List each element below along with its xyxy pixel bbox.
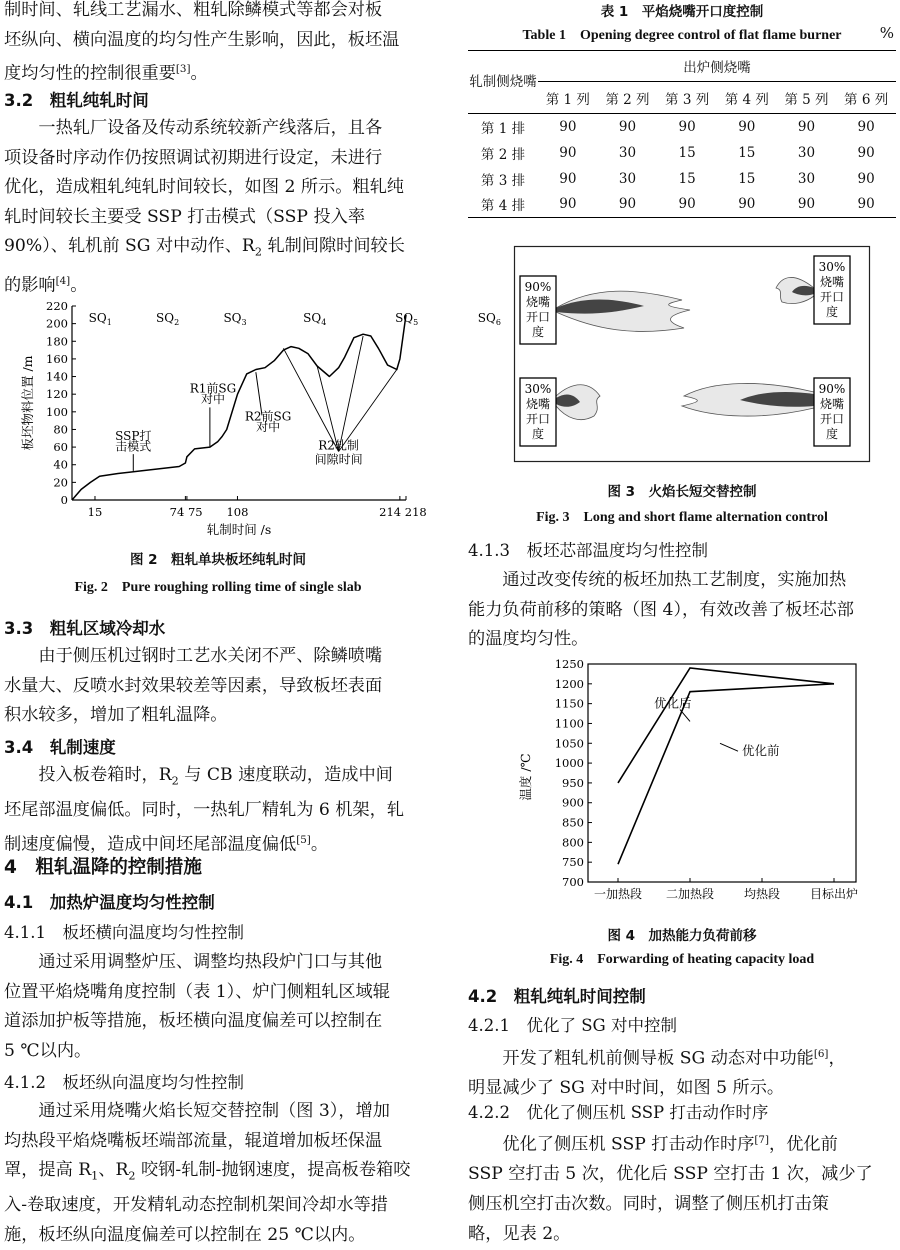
citation: [4] [55,275,71,288]
table-cell: 90 [618,196,637,213]
svg-text:烧嘴: 烧嘴 [525,295,551,309]
figure-4-chart [516,657,866,906]
series-label: 优化前 [742,743,780,759]
x-tick-label: 108 [226,505,249,519]
body-line: 位置平焰烧嘴角度控制（表 1）、炉门侧粗轧区域辊 [4,981,390,1002]
annotation-r2: 对中 [256,420,281,435]
label-leader [680,710,690,722]
y-tick-label: 100 [46,404,68,419]
y-tick-label: 850 [562,815,584,830]
x-tick-label: 15 [87,505,103,519]
body-line: 能力负荷前移的策略（图 4），有效改善了板坯芯部 [468,599,854,620]
annotation-r1: R1前SG [189,381,237,396]
y-tick-label: 220 [46,299,68,313]
body-line: 侧压机空打击次数。同时，调整了侧压机打击策 [468,1193,829,1214]
intro-paragraph [4,0,432,90]
body-line: 投入板卷箱时，$R_2$ 与 CB 速度联动，造成中间 [38,765,393,788]
table-1-caption-en-row [468,24,896,44]
table-cell: 90 [559,170,577,187]
box-bottom-left [520,378,556,446]
y-tick-label: 750 [562,855,584,870]
y-tick-label: 900 [562,795,584,810]
body-line: 制速度偏慢，造成中间坯尾部温度偏低[5]。 [4,833,329,855]
section-4-2-2-body [468,1126,896,1249]
stage-label: $SQ_6$ [477,311,501,327]
table-cell: 90 [678,118,696,135]
section-4-1-2-title: 4.1.2 板坯纵向温度均匀性控制 [4,1073,244,1092]
series-line [72,315,406,500]
table-cell: 15 [738,144,756,161]
y-tick-label: 40 [53,457,68,472]
section-4-2-1-title: 4.2.1 优化了 SG 对中控制 [468,1016,677,1035]
table-cell: 30 [618,170,637,187]
section-3-3-title: 3.3 粗轧区域冷却水 [4,619,166,638]
svg-text:90%: 90% [818,382,846,396]
x-tick-label: 74 75 [169,505,203,519]
citation: [5] [296,833,311,846]
y-tick-label: 700 [562,875,584,889]
stage-label: $SQ_3$ [223,311,247,327]
table-row-label: 第 4 排 [480,198,526,215]
body-line: 的温度均匀性。 [468,629,589,650]
annotation-ssp: 击模式 [115,439,152,454]
body-line: 开发了粗轧机前侧导板 SG 动态对中功能[6]， [502,1048,846,1069]
table-cell: 90 [738,118,756,135]
stage-label: $SQ_1$ [88,311,112,327]
y-tick-label: 950 [562,775,584,790]
section-3-3-body [4,642,432,731]
figure-2-chart [18,292,501,538]
svg-text:度: 度 [531,325,545,339]
table-cell: 90 [738,196,756,213]
body-line: 优化，造成粗轧纯轧时间较长，如图 2 所示。粗轧纯 [4,177,404,198]
table-cell: 90 [857,196,875,213]
annotation-gap: 间隙时间 [314,452,363,467]
section-4-2-1-body [468,1040,896,1104]
table-1 [468,50,896,218]
table-cell: 90 [797,118,816,135]
body-line: 施，板坯纵向温度偏差可以控制在 25 ℃以内。 [4,1224,366,1245]
plot-frame [588,664,856,882]
svg-text:30%: 30% [818,260,846,274]
svg-text:度: 度 [825,305,839,319]
figure-4-caption-en: Fig. 4 Forwarding of heating capacity load [549,952,815,967]
table-cell: 90 [797,196,816,213]
svg-text:开口: 开口 [525,412,551,426]
table-cell: 90 [857,118,875,135]
intro-line: 制时间、轧线工艺漏水、粗轧除鳞模式等都会对板 [4,0,383,20]
table-1-group-header: 出炉侧烧嘴 [538,51,896,82]
table-cell: 90 [857,170,875,187]
svg-text:开口: 开口 [819,290,845,304]
table-cell: 90 [857,144,875,161]
section-3-4-title: 3.4 轧制速度 [4,738,116,757]
table-cell: 15 [678,170,696,187]
x-tick-label: 214 218 [379,505,427,519]
y-tick-label: 1250 [554,657,584,671]
y-tick-label: 20 [53,475,68,490]
table-1-row-header: 轧制侧烧嘴 [468,51,538,114]
citation: [7] [754,1134,769,1146]
table-row-label: 第 3 排 [480,172,526,189]
svg-text:90%: 90% [524,280,552,294]
table-1-caption-cn: 表 1 平焰烧嘴开口度控制 [600,4,764,20]
x-tick-label: 二加热段 [665,887,715,901]
table-row [468,192,896,218]
body-line: 道添加护板等措施，板坯横向温度偏差可以控制在 [4,1011,383,1032]
y-tick-label: 140 [46,369,68,384]
y-axis-label: 温度 /℃ [518,753,533,801]
table-cell: 30 [797,170,816,187]
body-line: 罩，提高 $R_1$、$R_2$ 咬钢-轧制-抛钢速度，提高板卷箱咬 [4,1160,411,1183]
table-1-col-header: 第 2 列 [605,91,650,108]
table-row [468,166,896,192]
y-tick-label: 0 [60,493,68,507]
y-tick-label: 1000 [554,756,584,771]
figure-3-caption-cn: 图 3 火焰长短交替控制 [607,484,757,500]
y-tick-label: 160 [46,351,68,366]
table-1-col-header: 第 6 列 [844,91,889,108]
table-1-col-header: 第 4 列 [724,91,769,108]
table-cell: 90 [618,118,637,135]
table-1-col-header: 第 1 列 [545,91,590,108]
body-line: 水量大、反喷水封效果较差等因素，导致板坯表面 [4,675,383,696]
section-3-4-body [4,761,432,860]
body-line: 坯尾部温度偏低。同时，一热轧厂精轧为 6 机架，轧 [4,800,404,821]
body-line: 通过改变传统的板坯加热工艺制度，实施加热 [502,570,847,590]
y-tick-label: 80 [53,422,68,437]
stage-label: $SQ_2$ [156,311,180,327]
section-4-2-title: 4.2 粗轧纯轧时间控制 [468,987,646,1006]
y-tick-label: 1150 [554,696,584,711]
table-1-col-header: 第 3 列 [665,91,710,108]
y-tick-label: 60 [53,440,68,455]
table-cell: 90 [559,144,577,161]
annotation-ssp: SSP打 [115,429,152,444]
y-tick-label: 180 [46,334,68,349]
figure-3-caption-en: Fig. 3 Long and short flame alternation control [536,510,828,525]
svg-text:烧嘴: 烧嘴 [819,275,845,289]
body-line: 优化了侧压机 SSP 打击动作时序[7]，优化前 [502,1134,838,1155]
section-4-1-2-body [4,1097,432,1250]
svg-text:烧嘴: 烧嘴 [525,397,551,411]
table-1-caption-en: Table 1 Opening degree control of flat flame burner [522,28,842,43]
body-line: 轧时间较长主要受 SSP 打击模式（SSP 投入率 [4,206,366,227]
body-line: 项设备时序动作仍按照调试初期进行设定，未进行 [4,147,383,168]
data-series [72,315,406,500]
section-4-1-1-body [4,948,432,1066]
table-cell: 30 [797,144,816,161]
table-cell: 90 [678,196,696,213]
body-line: SSP 空打击 5 次，优化后 SSP 空打击 1 次，减少了 [468,1164,873,1185]
series-label: 优化后 [654,695,692,711]
section-4-1-1-title: 4.1.1 板坯横向温度均匀性控制 [4,923,244,942]
section-4-1-3-title: 4.1.3 板坯芯部温度均匀性控制 [468,541,708,560]
table-1-unit: % [879,24,894,42]
body-line: 由于侧压机过钢时工艺水关闭不严、除鳞喷嘴 [38,646,383,666]
section-4-1-3-body [468,566,896,655]
figure-2-caption-en: Fig. 2 Pure roughing rolling time of single slab [74,580,362,595]
annotation-r1: 对中 [200,392,225,406]
body-line: 的影响[4]。 [4,275,88,297]
stage-label: $SQ_5$ [395,311,419,327]
intro-line: 坯纵向、横向温度的均匀性产生影响，因此，板坯温 [4,29,400,50]
body-line: 积水较多，增加了粗轧温降。 [4,705,228,726]
body-line: 明显减少了 SG 对中时间，如图 5 所示。 [468,1078,785,1099]
table-cell: 15 [738,170,756,187]
figure-2-caption-cn: 图 2 粗轧单块板坯纯轧时间 [129,552,307,568]
box-bottom-right [814,378,850,446]
body-line: 均热段平焰烧嘴板坯端部流量，辊道增加板坯保温 [4,1130,383,1151]
section-4-1-title: 4.1 加热炉温度均匀性控制 [4,893,215,912]
citation: [3] [175,63,191,76]
box-top-right [814,256,850,324]
svg-text:度: 度 [531,427,545,441]
stage-label: $SQ_4$ [303,311,327,327]
section-3-2-body [4,114,432,302]
body-line: 通过采用调整炉压、调整均热段炉门口与其他 [38,952,383,972]
y-tick-label: 1050 [554,736,584,751]
y-tick-label: 800 [562,835,584,850]
box-top-left [520,276,556,344]
figure-3-diagram [514,246,870,462]
section-4-title: 4 粗轧温降的控制措施 [4,857,202,878]
y-tick-label: 200 [46,316,68,331]
figure-4-caption-cn: 图 4 加热能力负荷前移 [607,928,757,944]
body-line: 90%）、轧机前 SG 对中动作、$R_2$ 轧制间隙时间较长 [4,236,405,259]
table-row-label: 第 1 排 [480,120,526,137]
table-cell: 30 [618,144,637,161]
body-line: 入-卷取速度，开发精轧动态控制机架间冷却水等措 [4,1195,388,1216]
svg-text:度: 度 [825,427,839,441]
intro-line: 度均匀性的控制很重要[3]。 [4,63,208,84]
section-3-2-title: 3.2 粗轧纯轧时间 [4,91,149,110]
table-1-body [468,114,896,218]
body-line: 略，见表 2。 [468,1223,571,1244]
table-row-label: 第 2 排 [480,146,526,163]
x-tick-label: 一加热段 [593,887,643,901]
x-tick-label: 均热段 [743,887,781,901]
svg-text:开口: 开口 [525,310,551,324]
y-tick-label: 1200 [554,676,584,691]
section-4-2-2-title: 4.2.2 优化了侧压机 SSP 打击动作时序 [468,1103,769,1122]
data-series [618,668,834,864]
x-tick-label: 目标出炉 [809,887,859,901]
annotation-gap: R2轧制 [318,438,359,453]
series-line-before [618,684,834,864]
annotation-line [283,348,338,451]
y-axis-label: 板坯物料位置 /m [20,355,35,451]
svg-text:烧嘴: 烧嘴 [819,397,845,411]
table-cell: 90 [559,196,577,213]
body-line: 通过采用烧嘴火焰长短交替控制（图 3），增加 [38,1101,390,1121]
table-1-col-header: 第 5 列 [784,91,829,108]
citation: [6] [813,1048,829,1060]
body-line: 一热轧厂设备及传动系统较新产线落后，且各 [38,118,383,138]
table-cell: 90 [559,118,577,135]
table-cell: 15 [678,144,696,161]
table-row [468,140,896,166]
y-tick-label: 120 [46,387,68,402]
svg-text:30%: 30% [524,382,552,396]
annotation-r2: R2前SG [244,409,292,424]
axes [518,657,858,901]
y-tick-label: 1100 [554,716,584,731]
table-row [468,114,896,140]
svg-text:开口: 开口 [819,412,845,426]
body-line: 5 ℃以内。 [4,1040,92,1061]
label-leader [720,743,738,751]
annotations [89,311,501,471]
x-axis-label: 轧制时间 /s [206,522,272,537]
